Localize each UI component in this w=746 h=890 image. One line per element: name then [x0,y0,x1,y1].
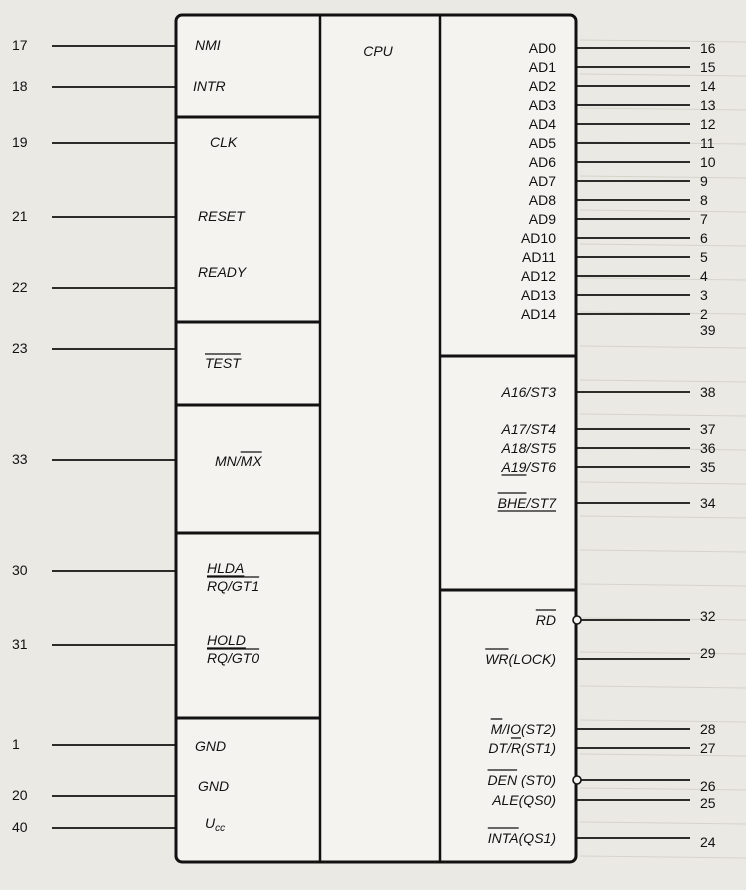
right-pin-label: AD13 [520,287,556,303]
right-pin-label: A18/ST5 [501,440,556,456]
right-pin-label: WR(LOCK) [485,651,556,667]
right-pin-number: 35 [700,459,716,475]
right-pin-number: 8 [700,192,708,208]
right-pin-number: 14 [700,78,716,94]
left-pin-label: $U_{cc}$ [205,815,226,834]
right-pin-number: 9 [700,173,708,189]
left-pin-number: 40 [12,819,28,835]
right-pin-number: 6 [700,230,708,246]
right-pin-number: 34 [700,495,716,511]
left-pin-label-2: RQ/GT0 [207,650,260,666]
left-pin-label: GND [195,738,227,754]
right-pin-label: AD4 [528,116,556,132]
right-pin [529,192,708,208]
right-pin-number: 12 [700,116,716,132]
left-pin-label: CLK [210,134,238,150]
left-pin-number: 30 [12,562,28,578]
right-pin-label: AD7 [528,173,556,189]
right-pin-number: 26 [700,778,716,794]
right-pin [501,421,716,437]
right-pin-label: AD14 [520,306,556,322]
right-pin [491,719,716,737]
right-pin-label: ALE(QS0) [492,792,556,808]
left-pin-number: 23 [12,340,28,356]
left-pin [12,78,226,94]
left-pin-number: 21 [12,208,28,224]
right-pin-label: AD2 [528,78,556,94]
chip-title: CPU [363,43,393,59]
right-pin [522,249,708,265]
right-pin-number: 32 [700,608,716,624]
left-pin-number: 33 [12,451,28,467]
right-pin [498,493,716,511]
left-pin [12,560,259,594]
left-pin [12,208,246,224]
right-pin-number: 3 [700,287,708,303]
right-pin [488,738,715,756]
right-pin-number: 7 [700,211,708,227]
left-pin-label: HLDA [207,560,245,576]
right-pin-label: AD5 [528,135,556,151]
right-pin-number: 24 [700,834,716,850]
right-pin-label: AD6 [528,154,556,170]
right-pin-label: AD11 [522,249,556,265]
right-pin [529,173,708,189]
left-pin-label: TEST [205,355,241,371]
left-pin-label: RESET [198,208,245,224]
right-pin-number: 13 [700,97,716,113]
inversion-bubble-icon [573,616,581,624]
left-pin-number: 18 [12,78,28,94]
right-pin-number: 38 [700,384,716,400]
right-pin [501,384,716,400]
right-pin-number: 10 [700,154,716,170]
right-pin [529,211,708,227]
right-pin-label: AD9 [528,211,556,227]
right-pin-label: RD [535,612,556,628]
inversion-bubble-icon [573,776,581,784]
right-pin-number: 25 [700,795,716,811]
right-pin-label: AD10 [520,230,556,246]
left-pin-label: GND [198,778,230,794]
right-pin-label: A16/ST3 [501,384,556,400]
right-pin-label: INTA(QS1) [487,830,556,846]
right-pin [521,287,708,303]
left-pin-number: 17 [12,37,28,53]
left-pin-label: INTR [193,78,226,94]
right-pin-label: DEN (ST0) [487,772,556,788]
left-pin-label-2: RQ/GT1 [207,578,260,594]
right-pin-label: AD8 [528,192,556,208]
left-pin-number: 19 [12,134,28,150]
right-pin-label: A17/ST4 [501,421,556,437]
right-pin [521,268,708,284]
right-pin-label: AD0 [528,40,556,56]
right-pin-number: 11 [700,135,715,151]
right-pin [501,440,716,456]
left-pin [12,632,259,666]
right-pin [521,230,708,246]
right-pin-number: 37 [700,421,716,437]
left-pin-number: 31 [12,636,28,652]
right-pin-label: M/IO(ST2) [490,721,556,737]
right-pin-number: 15 [700,59,716,75]
left-pin-label: HOLD [207,632,246,648]
right-pin-number: 4 [700,268,708,284]
right-pin-label: BHE/ST7 [497,495,556,511]
left-pin [12,451,262,469]
right-pin-number: 28 [700,721,716,737]
right-pin-label: AD3 [528,97,556,113]
left-pin-label: NMI [195,37,221,53]
right-pin [521,306,708,322]
right-pin-number: 36 [700,440,716,456]
right-pin [700,322,716,338]
left-pin-label: MN/MX [215,453,262,469]
right-pin-number: 39 [700,322,716,338]
right-pin-number: 5 [700,249,708,265]
right-pin-number: 27 [700,740,716,756]
right-pin-label: AD1 [528,59,556,75]
right-pin [501,459,716,475]
right-pin-number: 2 [700,306,708,322]
right-pin-label: AD12 [520,268,556,284]
left-pin-number: 22 [12,279,28,295]
right-pin-number: 16 [700,40,716,56]
left-pin-label: READY [198,264,247,280]
right-pin-number: 29 [700,645,716,661]
left-pin-number: 20 [12,787,28,803]
right-pin-label: A19/ST6 [501,459,556,475]
right-pin-label: DT/R(ST1) [488,740,556,756]
left-pin-number: 1 [12,736,20,752]
